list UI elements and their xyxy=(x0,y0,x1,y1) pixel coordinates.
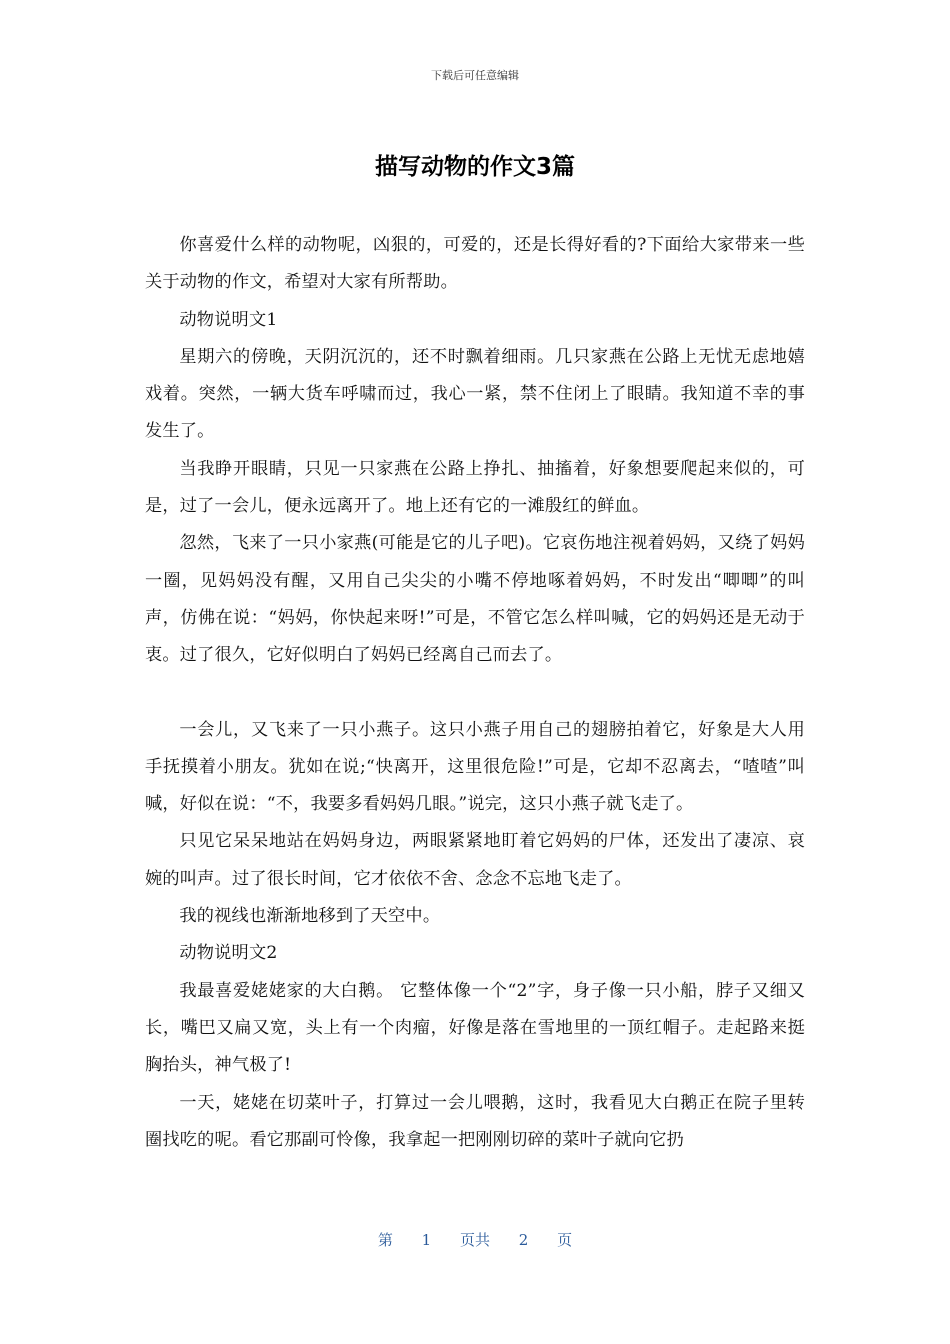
page-footer xyxy=(0,1229,950,1250)
body-paragraph: 一会儿，又飞来了一只小燕子。这只小燕子用自己的翅膀拍着它，好象是大人用手抚摸着小朋友。犹如在说;“快离开，这里很危险!”可是，它却不忍离去，“喳喳”叫喊，好似在说：“不，我要多看妈妈几眼。”说完，这只小燕子就飞走了。 xyxy=(145,719,805,815)
intro-paragraph: 你喜爱什么样的动物呢，凶狠的，可爱的，还是长得好看的?下面给大家带来一些关于动物的作文，希望对大家有所帮助。 xyxy=(145,235,805,293)
body-paragraph: 星期六的傍晚，天阴沉沉的，还不时飘着细雨。几只家燕在公路上无忧无虑地嬉戏着。突然，一辆大货车呼啸而过，我心一紧，禁不住闭上了眼睛。我知道不幸的事发生了。 xyxy=(145,346,805,442)
body-paragraph: 只见它呆呆地站在妈妈身边，两眼紧紧地盯着它妈妈的尸体，还发出了凄凉、哀婉的叫声。过了很长时间，它才依依不舍、念念不忘地飞走了。 xyxy=(145,831,805,889)
body-paragraph: 我最喜爱姥姥家的大白鹅。 它整体像一个“2”字，身子像一只小船，脖子又细又长，嘴巴又扁又宽，头上有一个肉瘤，好像是落在雪地里的一顶红帽子。走起路来挺胸抬头，神气极了! xyxy=(145,980,805,1076)
body-paragraph: 当我睁开眼睛，只见一只家燕在公路上挣扎、抽搐着，好象想要爬起来似的，可是，过了一会儿，便永远离开了。地上还有它的一滩殷红的鲜血。 xyxy=(145,458,805,517)
current-page-number: 1 xyxy=(421,1231,432,1249)
document-title: 描写动物的作文3篇 xyxy=(374,154,575,180)
footer-prefix: 第 xyxy=(377,1231,393,1249)
total-pages-number: 2 xyxy=(518,1231,529,1249)
body-paragraph: 我的视线也渐渐地移到了天空中。 xyxy=(179,906,441,927)
footer-suffix: 页 xyxy=(557,1231,573,1249)
footer-middle: 页共 xyxy=(459,1231,490,1249)
document-body xyxy=(145,227,805,1159)
body-paragraph: 忽然，飞来了一只小家燕(可能是它的儿子吧)。它哀伤地注视着妈妈，又绕了妈妈一圈，见妈妈没有醒，又用自己尖尖的小嘴不停地啄着妈妈，不时发出“唧唧”的叫声，仿佛在说：“妈妈，你快起来呀!”可是，不管它怎么样叫喊，它的妈妈还是无动于衷。过了很久，它好似明白了妈妈已经离自己而去了。 xyxy=(145,533,805,666)
section-heading: 动物说明文2 xyxy=(179,943,278,964)
body-paragraph: 一天，姥姥在切菜叶子，打算过一会儿喂鹅，这时，我看见大白鹅正在院子里转圈找吃的呢。看它那副可怜像，我拿起一把刚刚切碎的菜叶子就向它扔 xyxy=(145,1092,805,1150)
header-note: 下载后可任意编辑 xyxy=(431,69,519,82)
section-heading: 动物说明文1 xyxy=(179,309,278,330)
